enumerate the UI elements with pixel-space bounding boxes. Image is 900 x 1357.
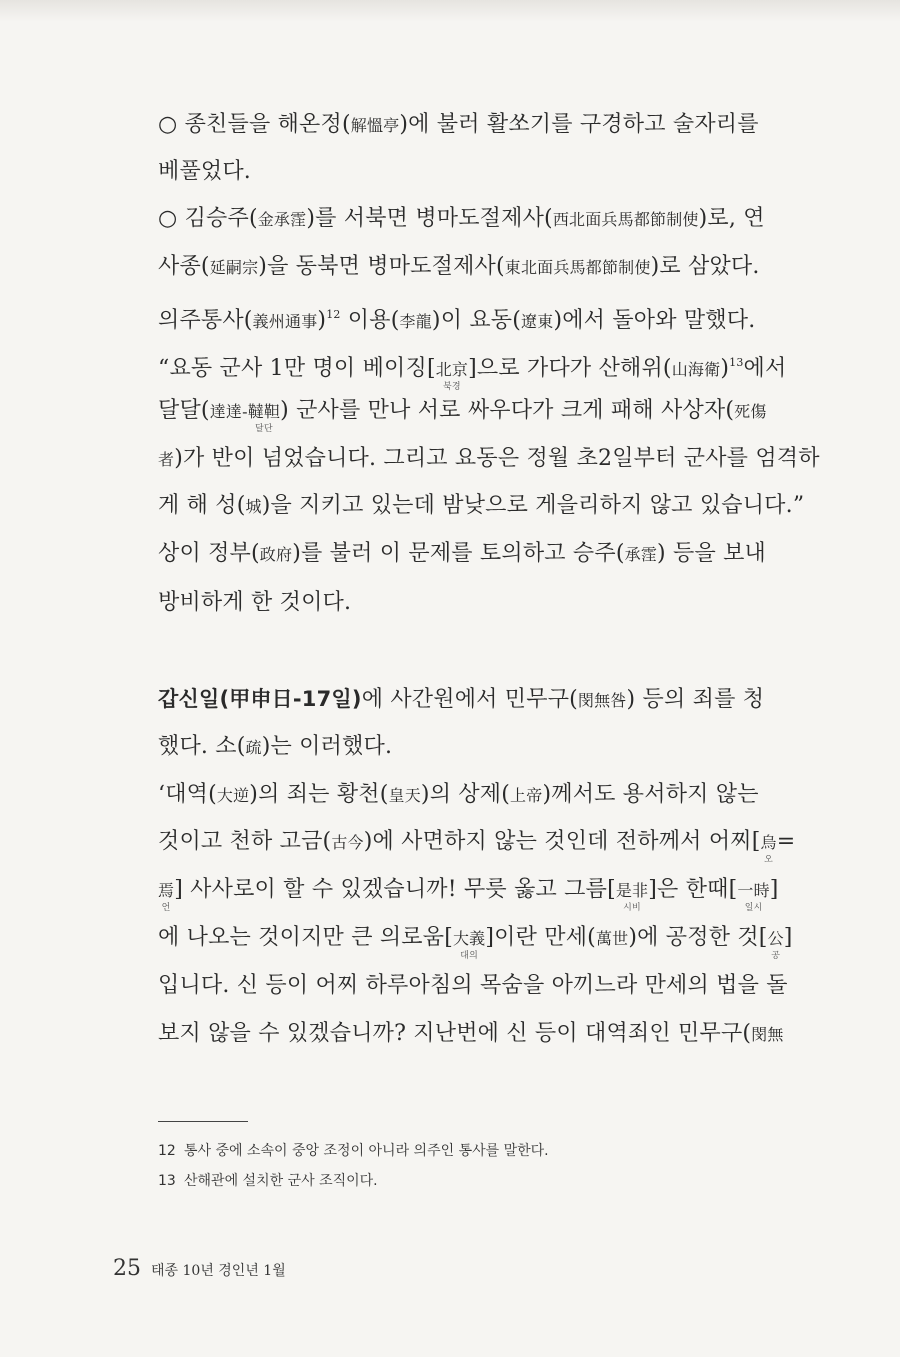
ruby-annotated-hanja: 烏 오 xyxy=(760,833,777,865)
ruby-annotated-hanja: 韃靼 달단 xyxy=(247,402,281,434)
ruby-annotated-hanja: 公 공 xyxy=(767,929,784,961)
date-heading: 갑신일(甲申日-17일) xyxy=(158,687,362,711)
text-line: 의주통사(義州通事)$^{12}$ 이용(李龍)이 요동(遼東)에서 돌아와 말했다. xyxy=(158,308,756,333)
text-line: 것이고 천하 고금(古今)에 사면하지 않는 것인데 전하께서 어찌[烏 오 = xyxy=(158,829,796,865)
text-line: “요동 군사 1만 명이 베이징[北京 북경 ]으로 가다가 산해위(山海衛)$^{13}$에서 xyxy=(158,356,787,392)
page-top-shadow xyxy=(0,0,900,22)
text-line: 상이 정부(政府)를 불러 이 문제를 토의하고 승주(承霔) 등을 보내 xyxy=(158,541,767,566)
ruby-annotated-hanja: 大義 대의 xyxy=(452,929,486,961)
text-line: 베풀었다. xyxy=(158,159,252,184)
text-line: 者)가 반이 넘었습니다. 그리고 요동은 정월 초2일부터 군사를 엄격하 xyxy=(158,446,820,471)
footnote: 13 산해관에 설치한 군사 조직이다. xyxy=(158,1173,378,1189)
running-title: 태종 10년 경인년 1월 xyxy=(151,1263,286,1279)
text-line: 방비하게 한 것이다. xyxy=(158,590,352,615)
text-line: 달달(達達-韃靼 달단 ) 군사를 만나 서로 싸우다가 크게 패해 사상자(死傷 xyxy=(158,398,767,434)
footnote: 12 통사 중에 소속이 중앙 조정이 아니라 의주인 통사를 말한다. xyxy=(158,1143,549,1159)
text-line: ○ 종친들을 해온정(解慍亭)에 불러 활쏘기를 구경하고 술자리를 xyxy=(158,112,759,137)
page-number: 25 xyxy=(113,1256,141,1281)
footnote-ref: 12 xyxy=(326,308,341,321)
text-line: 焉 언 ] 사사로이 할 수 있겠습니까! 무릇 옳고 그름[是非 시비 ]은 한때[一時 일시 ] xyxy=(158,877,779,913)
text-line: 갑신일(甲申日-17일)에 사간원에서 민무구(閔無咎) 등의 죄를 청 xyxy=(158,687,765,712)
text-line: 보지 않을 수 있겠습니까? 지난번에 신 등이 대역죄인 민무구(閔無 xyxy=(158,1021,784,1046)
text-line: 했다. 소(疏)는 이러했다. xyxy=(158,734,393,759)
text-line: 게 해 성(城)을 지키고 있는데 밤낮으로 게을리하지 않고 있습니다.” xyxy=(158,493,805,518)
ruby-annotated-hanja: 一時 일시 xyxy=(737,881,770,913)
text-line: ○ 김승주(金承霔)를 서북면 병마도절제사(西北面兵馬都節制使)로, 연 xyxy=(158,206,765,231)
ruby-annotated-hanja: 焉 언 xyxy=(158,881,175,913)
ruby-annotated-hanja: 北京 북경 xyxy=(435,360,469,392)
text-line: 사종(延嗣宗)을 동북면 병마도절제사(東北面兵馬都節制使)로 삼았다. xyxy=(158,254,760,279)
text-line: 입니다. 신 등이 어찌 하루아침의 목숨을 아끼느라 만세의 법을 돌 xyxy=(158,973,788,998)
footnote-ref: 13 xyxy=(729,356,744,369)
text-line: ‘대역(大逆)의 죄는 황천(皇天)의 상제(上帝)께서도 용서하지 않는 xyxy=(158,782,759,807)
ruby-annotated-hanja: 是非 시비 xyxy=(615,881,649,913)
page-footer xyxy=(113,1256,286,1281)
text-line: 에 나오는 것이지만 큰 의로움[大義 대의 ]이란 만세(萬世)에 공정한 것[公 공 ] xyxy=(158,925,793,961)
footnote-divider xyxy=(158,1121,248,1122)
